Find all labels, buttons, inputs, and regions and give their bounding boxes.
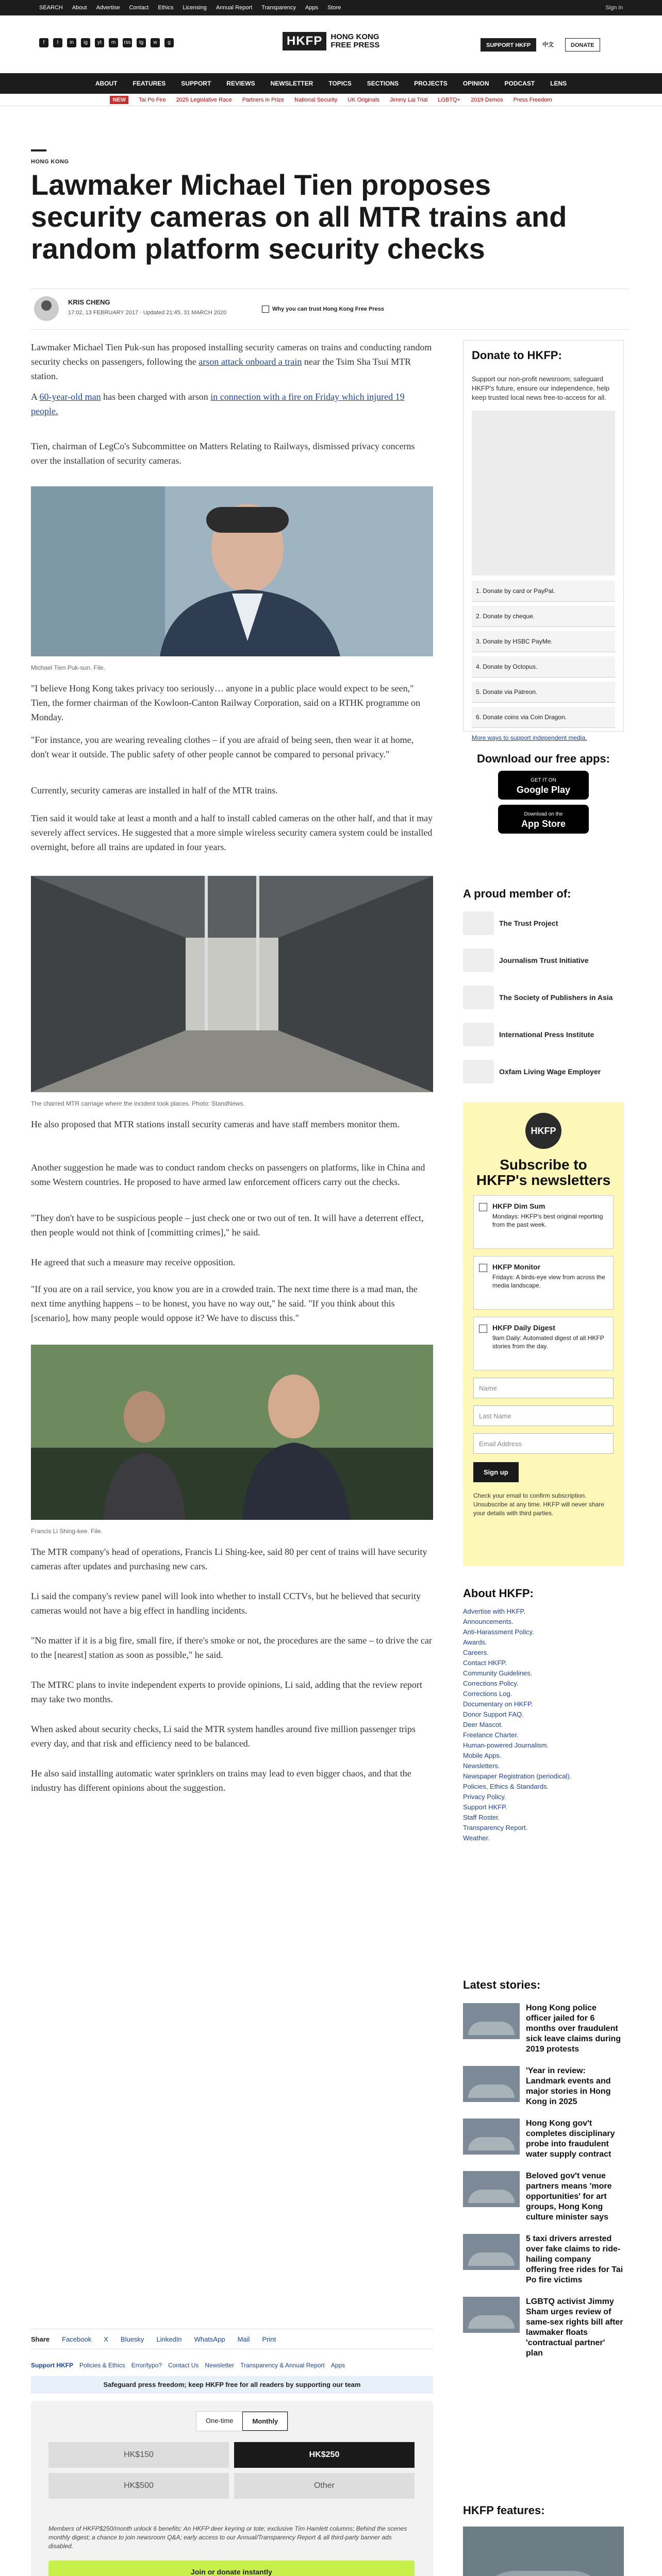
- paragraph: [31, 389, 433, 418]
- amount-option[interactable]: HK$500: [48, 2473, 229, 2499]
- photo-caption: The charred MTR carriage where the incident took places. Photo: StandNews.: [31, 1100, 245, 1107]
- apps-widget: [463, 752, 624, 834]
- whatsapp-icon[interactable]: w: [151, 38, 160, 47]
- about-link[interactable]: Corrections Policy.: [463, 1680, 519, 1687]
- language-switch[interactable]: 中文: [542, 42, 554, 48]
- paragraph: He also proposed that MTR stations install security cameras and have staff members monitor them.: [31, 1119, 400, 1129]
- about-link[interactable]: Deer Mascot.: [463, 1721, 503, 1728]
- latest-stories-widget: [463, 1978, 624, 2359]
- paragraph: Tien, chairman of LegCo's Subcommittee on Matters Relating to Railways, dismissed privacy concerns over the installation of security cameras.: [31, 441, 415, 466]
- share-print[interactable]: Print: [262, 2335, 276, 2343]
- newsletter-option[interactable]: [473, 1317, 614, 1370]
- donate-option[interactable]: 6. Donate coins via Coin Dragon.: [472, 707, 615, 728]
- feature-image: [463, 2527, 624, 2576]
- about-link[interactable]: Newsletters.: [463, 1762, 500, 1770]
- member-org[interactable]: [463, 1020, 624, 1049]
- apps-title: Download our free apps:: [477, 752, 610, 765]
- about-link[interactable]: Newspaper Registration (periodical).: [463, 1772, 572, 1780]
- mastodon-icon[interactable]: m: [109, 38, 118, 47]
- rss-icon[interactable]: rss: [123, 38, 132, 47]
- option-title: HKFP Daily Digest: [492, 1324, 555, 1332]
- share-x[interactable]: X: [104, 2335, 108, 2343]
- about-link[interactable]: Careers.: [463, 1649, 489, 1656]
- social-icons: [39, 38, 174, 47]
- trust-label: Why you can trust Hong Kong Free Press: [272, 306, 384, 312]
- trending-link[interactable]: National Security: [294, 96, 338, 103]
- app-store-button[interactable]: [498, 805, 589, 834]
- author-avatar[interactable]: [34, 296, 59, 321]
- newsletter-option[interactable]: [473, 1195, 614, 1249]
- about-widget: [463, 1587, 624, 1843]
- proud-title: A proud member of:: [463, 887, 571, 900]
- nav-newsletter[interactable]: NEWSLETTER: [270, 80, 313, 87]
- share-bar: [31, 2329, 433, 2349]
- logo-box: HKFP: [283, 32, 326, 50]
- membership-note: Members of HKFP$250/month unlock 6 benefits: An HKFP deer keyring or tote; exclusive Tim Hamlett columns; Behind the scenes monthly digest; a chance to join newsroom Q&A; early access to our Annual/Transparency Report & all third-party banner ads disabled.: [48, 2525, 407, 2550]
- top-link-about[interactable]: About: [72, 5, 87, 11]
- site-logo[interactable]: [283, 32, 379, 50]
- donate-option[interactable]: 3. Donate by HSBC PayMe.: [472, 631, 615, 652]
- apple-small: Download on the: [524, 811, 563, 817]
- section-tag[interactable]: HONG KONG: [31, 159, 69, 165]
- donate-title: Donate to HKFP:: [472, 349, 562, 362]
- features-title: HKFP features:: [463, 2504, 545, 2517]
- youtube-icon[interactable]: yt: [95, 38, 104, 47]
- donate-options: [472, 581, 615, 728]
- article-footer-links: [31, 2362, 433, 2369]
- paragraph: The MTRC plans to invite independent experts to provide opinions, Li said, adding that the review report may take two months.: [31, 1680, 422, 1704]
- paragraph: "They don't have to be suspicious people – just check one or two out of ten. It will have a deterrent effect, then people would not think of [committing crimes]," he said.: [31, 1213, 424, 1238]
- footer-link[interactable]: Apps: [330, 2362, 345, 2369]
- story-title: Hong Kong gov't completes disciplinary probe into fraudulent water supply contract: [526, 2119, 615, 2159]
- checkbox[interactable]: [479, 1325, 487, 1333]
- email-input[interactable]: Email Address: [473, 1433, 614, 1454]
- first-name-input[interactable]: Name: [473, 1378, 614, 1398]
- story-title: 5 taxi drivers arrested over fake claims to ride-hailing company offering free rides for Tai Po fire victims: [526, 2234, 623, 2284]
- donate-option[interactable]: 5. Donate via Patreon.: [472, 682, 615, 703]
- top-link-annual-report[interactable]: Annual Report: [216, 5, 253, 11]
- newsletter-option[interactable]: [473, 1256, 614, 1310]
- paragraph: "If you are on a rail service, you know you are in a crowded train. The next time there is a mad man, the next time anything happens – to be honest, you have no way out," he said. "If you think about this [scenario], how many people would oppose it? We have to discuss this.": [31, 1284, 418, 1323]
- top-links: [39, 5, 341, 11]
- sign-up-button[interactable]: Sign up: [473, 1462, 519, 1482]
- about-link[interactable]: Transparency Report.: [463, 1824, 528, 1832]
- donate-subtitle: Support our non-profit newsroom; safeguard HKFP's future, ensure our independence, help keep trusted local news free-to-access for all.: [472, 375, 609, 401]
- story-item[interactable]: [463, 2234, 624, 2285]
- google-news-icon[interactable]: g: [164, 38, 174, 47]
- option-desc: Mondays: HKFP's best original reporting from the past week.: [492, 1213, 603, 1228]
- member-label: Oxfam Living Wage Employer: [499, 1067, 601, 1076]
- publish-date: 17:02, 13 FEBRUARY 2017 · Updated 21:45, 31 MARCH 2020: [68, 310, 227, 316]
- footer-link[interactable]: Support HKFP: [31, 2362, 73, 2369]
- text: near the Tsim Sha Tsui MTR station.: [31, 357, 411, 381]
- site-header: [0, 15, 662, 73]
- donation-form: [31, 2401, 433, 2576]
- nav-reviews[interactable]: REVIEWS: [226, 80, 255, 87]
- about-link[interactable]: Privacy Policy.: [463, 1793, 506, 1801]
- about-link[interactable]: Advertise with HKFP.: [463, 1607, 526, 1615]
- about-link[interactable]: Staff Roster.: [463, 1814, 500, 1821]
- story-thumbnail: [463, 2003, 520, 2039]
- logo-line-1: HONG KONG: [330, 32, 379, 41]
- photo-francis-li: [31, 1345, 433, 1520]
- paragraph: Tien said it would take at least a month and a half to install cabled cameras on the other half, and that it may severely affect services. He suggested that a more simple wireless security camera system could be installed overnight, before all trains are updated in four years.: [31, 813, 433, 852]
- about-link[interactable]: Community Guidelines.: [463, 1669, 533, 1677]
- member-org[interactable]: [463, 946, 624, 975]
- member-org[interactable]: [463, 1057, 624, 1086]
- one-time-tab[interactable]: One-time: [206, 2417, 234, 2425]
- section-rule: [31, 149, 46, 151]
- more-ways-link[interactable]: More ways to support independent media.: [472, 734, 587, 741]
- newsletter-title: Subscribe to HKFP's newsletters: [476, 1157, 611, 1188]
- about-link[interactable]: Awards.: [463, 1638, 487, 1646]
- footer-link[interactable]: Newsletter: [205, 2362, 235, 2369]
- trust-link[interactable]: [262, 306, 384, 313]
- trending-bar: [0, 94, 662, 106]
- trending-link[interactable]: 2025 Legislative Race: [176, 96, 232, 103]
- paragraph: "For instance, you are wearing revealing clothes – if you are afraid of being seen, then wear it at home, don't wear it outside. The public safety of other people cannot be compared to personal privacy.": [31, 735, 414, 759]
- paragraph: Currently, security cameras are installed in half of the MTR trains.: [31, 785, 278, 795]
- sopa-logo: [463, 986, 494, 1009]
- text: A: [31, 392, 40, 402]
- latest-title: Latest stories:: [463, 1978, 541, 1991]
- footer-link[interactable]: Transparency & Annual Report: [240, 2362, 325, 2369]
- paragraph: "I believe Hong Kong takes privacy too seriously… anyone in a public place would expect to be seen," Tien, the former chairman of the Kowloon-Canton Railway Corporation, said on a RTHK programme on Monday.: [31, 683, 421, 722]
- article-headline: Lawmaker Michael Tien proposes security cameras on all MTR trains and random platform security checks: [31, 168, 567, 265]
- photo-caption: Francis Li Shing-kee. File.: [31, 1528, 103, 1535]
- linkedin-icon[interactable]: in: [67, 38, 76, 47]
- about-link[interactable]: Policies, Ethics & Standards.: [463, 1783, 549, 1790]
- nav-topics[interactable]: TOPICS: [328, 80, 352, 87]
- about-link[interactable]: Donor Support FAQ.: [463, 1710, 524, 1718]
- photo-mtr-carriage: [31, 876, 433, 1092]
- inline-link[interactable]: 60-year-old man: [39, 392, 101, 402]
- twitter-icon[interactable]: t: [53, 38, 62, 47]
- google-label: Google Play: [516, 785, 571, 795]
- about-link[interactable]: Announcements.: [463, 1618, 514, 1625]
- paragraph: "No matter if it is a big fire, small fire, if there's smoke or not, the procedures are the same – to drive the car to the [nearest] station as soon as possible," he said.: [31, 1635, 432, 1660]
- trending-link[interactable]: LGBTQ+: [438, 96, 461, 103]
- checkbox[interactable]: [479, 1203, 487, 1211]
- footer-link[interactable]: Error/typo?: [131, 2362, 162, 2369]
- donate-option[interactable]: 4. Donate by Octopus.: [472, 656, 615, 677]
- story-title: 'Year in review: Landmark events and major stories in Hong Kong in 2025: [526, 2066, 611, 2106]
- logo-line-2: FREE PRESS: [330, 41, 380, 49]
- story-item[interactable]: [463, 2119, 624, 2160]
- top-link-transparency[interactable]: Transparency: [261, 5, 296, 11]
- paragraph: He agreed that such a measure may receive opposition.: [31, 1257, 236, 1267]
- donate-option[interactable]: 2. Donate by cheque.: [472, 606, 615, 627]
- inline-link[interactable]: arson attack onboard a train: [198, 357, 302, 367]
- story-thumbnail: [463, 2171, 520, 2207]
- trending-link[interactable]: Partners in Prize: [242, 96, 285, 103]
- story-thumbnail: [463, 2066, 520, 2102]
- monthly-tab[interactable]: Monthly: [242, 2412, 288, 2431]
- paragraph: Another suggestion he made was to conduct random checks on passengers on platforms, like in China and some Western countries. He proposed to have armed law enforcement officers carry out the checks.: [31, 1162, 425, 1187]
- paragraph: He also said installing automatic water sprinklers on trains may lead to even bigger chaos, and that the industry has different opinions about the suggestion.: [31, 1768, 411, 1793]
- about-link[interactable]: Freelance Charter.: [463, 1731, 519, 1739]
- new-badge: NEW: [110, 96, 128, 104]
- about-title: About HKFP:: [463, 1587, 534, 1600]
- telegram-icon[interactable]: tg: [137, 38, 146, 47]
- photo-illustration: [31, 486, 433, 656]
- story-title: LGBTQ activist Jimmy Sham urges review of same-sex rights bill after lawmaker floats 'contractual partner' plan: [526, 2297, 623, 2358]
- story-thumbnail: [463, 2119, 520, 2155]
- about-link[interactable]: Documentary on HKFP.: [463, 1700, 533, 1708]
- option-title: HKFP Dim Sum: [492, 1202, 545, 1210]
- amount-option[interactable]: Other: [234, 2473, 415, 2499]
- paragraph: When asked about security checks, Li said the MTR system handles around five million passenger trips every day, and that risk and efficiency need to be balanced.: [31, 1724, 416, 1749]
- inline-link[interactable]: in connection with a fire on Friday which injured 19 people.: [31, 392, 405, 416]
- main-nav: [0, 73, 662, 94]
- footer-link[interactable]: Contact Us: [168, 2362, 199, 2369]
- about-link[interactable]: Support HKFP.: [463, 1803, 507, 1811]
- about-link[interactable]: Corrections Log.: [463, 1690, 512, 1698]
- share-bluesky[interactable]: Bluesky: [120, 2335, 144, 2343]
- membership-widget: [463, 887, 624, 1086]
- about-link[interactable]: Human-powered Journalism.: [463, 1741, 549, 1749]
- trending-link[interactable]: Tai Po Fire: [138, 96, 166, 103]
- newsletter-widget: [463, 1103, 624, 1566]
- paragraph: [31, 340, 433, 383]
- newsletter-badge: HKFP: [525, 1113, 561, 1149]
- top-link-advertise[interactable]: Advertise: [96, 5, 120, 11]
- nav-projects[interactable]: PROJECTS: [414, 80, 448, 87]
- amount-option-selected[interactable]: HK$250: [234, 2442, 415, 2468]
- trending-link[interactable]: Press Freedom: [513, 96, 552, 103]
- nav-support[interactable]: SUPPORT: [181, 80, 211, 87]
- story-title: Beloved gov't venue partners means 'more opportunities' for art groups, Hong Kong culture minister says: [526, 2172, 612, 2222]
- top-link-contact[interactable]: Contact: [129, 5, 149, 11]
- top-link-apps[interactable]: Apps: [305, 5, 319, 11]
- nav-sections[interactable]: SECTIONS: [367, 80, 399, 87]
- about-link[interactable]: Mobile Apps.: [463, 1752, 502, 1759]
- apple-label: App Store: [521, 819, 566, 829]
- join-button[interactable]: Join or donate instantly: [48, 2561, 415, 2576]
- jti-logo: [463, 948, 494, 972]
- donate-option[interactable]: 1. Donate by card or PayPal.: [472, 581, 615, 602]
- photo-illustration: [31, 876, 433, 1092]
- features-widget: [463, 2504, 624, 2576]
- story-title: Hong Kong police officer jailed for 6 months over fraudulent sick leave claims during 2019 protests: [526, 2004, 621, 2054]
- option-desc: Fridays: A birds-eye view from across the media landscape.: [492, 1274, 605, 1289]
- checkbox[interactable]: [479, 1264, 487, 1272]
- text: has been charged with arson: [101, 392, 211, 402]
- top-utility-bar: [0, 0, 662, 15]
- paragraph: The MTR company's head of operations, Francis Li Shing-kee, said 80 per cent of trains will have security cameras after updates and purchasing new cars.: [31, 1547, 427, 1571]
- support-hkfp-button[interactable]: SUPPORT HKFP: [481, 38, 536, 52]
- member-label: International Press Institute: [499, 1030, 594, 1039]
- paragraph: Li said the company's review panel will look into whether to install CCTVs, but he believed that security cameras would not have a big effect in handling incidents.: [31, 1591, 421, 1616]
- newsletter-note: Check your email to confirm subscription. Unsubscribe at any time. HKFP will never share your details with third parties.: [473, 1492, 604, 1517]
- story-thumbnail: [463, 2297, 520, 2333]
- byline: [31, 289, 629, 330]
- sign-in-link[interactable]: Sign in: [605, 5, 623, 11]
- option-desc: 9am Daily: Automated digest of all HKFP stories from the day.: [492, 1334, 604, 1350]
- story-thumbnail: [463, 2234, 520, 2270]
- donate-widget: [463, 340, 624, 741]
- ipi-logo: [463, 1023, 494, 1046]
- share-facebook[interactable]: Facebook: [62, 2335, 92, 2343]
- author-name[interactable]: KRIS CHENG: [68, 298, 110, 306]
- top-link-store[interactable]: Store: [327, 5, 341, 11]
- photo-caption: Michael Tien Puk-sun. File.: [31, 664, 106, 671]
- share-mail[interactable]: Mail: [237, 2335, 250, 2343]
- search-link[interactable]: SEARCH: [39, 5, 63, 11]
- text: Lawmaker Michael Tien Puk-sun has proposed installing security cameras on trains and conducting random security checks on passengers, following the: [31, 342, 432, 367]
- about-link[interactable]: Anti-Harassment Policy.: [463, 1628, 534, 1636]
- feature-item[interactable]: [463, 2527, 624, 2576]
- footer-link[interactable]: Policies & Ethics: [79, 2362, 125, 2369]
- donate-promo-image: [472, 411, 615, 575]
- member-label: Journalism Trust Initiative: [499, 956, 589, 964]
- share-whatsapp[interactable]: WhatsApp: [194, 2335, 225, 2343]
- google-small: GET IT ON: [531, 777, 556, 783]
- about-list: [463, 1606, 624, 1843]
- amount-option[interactable]: HK$150: [48, 2442, 229, 2468]
- nav-features[interactable]: FEATURES: [133, 80, 166, 87]
- story-item[interactable]: [463, 2297, 624, 2359]
- about-link[interactable]: Weather.: [463, 1834, 490, 1842]
- instagram-icon[interactable]: ig: [81, 38, 90, 47]
- trust-icon: [262, 306, 269, 313]
- google-play-button[interactable]: [498, 771, 589, 800]
- logo-text: [330, 33, 379, 49]
- story-item[interactable]: [463, 2171, 624, 2223]
- top-link-ethics[interactable]: Ethics: [158, 5, 174, 11]
- story-item[interactable]: [463, 2003, 624, 2055]
- nav-opinion[interactable]: OPINION: [462, 80, 489, 87]
- donate-button[interactable]: DONATE: [565, 38, 600, 52]
- trending-link[interactable]: Jimmy Lai Trial: [390, 96, 428, 103]
- top-link-licensing[interactable]: Licensing: [183, 5, 207, 11]
- nav-podcast[interactable]: PODCAST: [504, 80, 535, 87]
- safeguard-banner[interactable]: Safeguard press freedom; keep HKFP free for all readers by supporting our team: [31, 2376, 433, 2394]
- trust-project-logo: [463, 911, 494, 935]
- member-org[interactable]: [463, 983, 624, 1012]
- member-label: The Society of Publishers in Asia: [499, 993, 613, 1002]
- photo-illustration: [31, 1345, 433, 1520]
- last-name-input[interactable]: Last Name: [473, 1405, 614, 1426]
- member-label: The Trust Project: [499, 919, 558, 927]
- frequency-toggle: [196, 2411, 288, 2431]
- nav-about[interactable]: ABOUT: [95, 80, 118, 87]
- photo-michael-tien: [31, 486, 433, 656]
- story-item[interactable]: [463, 2066, 624, 2107]
- member-org[interactable]: [463, 909, 624, 938]
- trending-link[interactable]: UK Originals: [347, 96, 380, 103]
- nav-lens[interactable]: LENS: [550, 80, 567, 87]
- option-title: HKFP Monitor: [492, 1263, 541, 1271]
- facebook-icon[interactable]: f: [39, 38, 48, 47]
- share-label: Share: [31, 2335, 50, 2343]
- trending-link[interactable]: 2019 Demos: [471, 96, 503, 103]
- about-link[interactable]: Contact HKFP.: [463, 1659, 507, 1667]
- share-linkedin[interactable]: LinkedIn: [156, 2335, 182, 2343]
- oxfam-logo: [463, 1060, 494, 1083]
